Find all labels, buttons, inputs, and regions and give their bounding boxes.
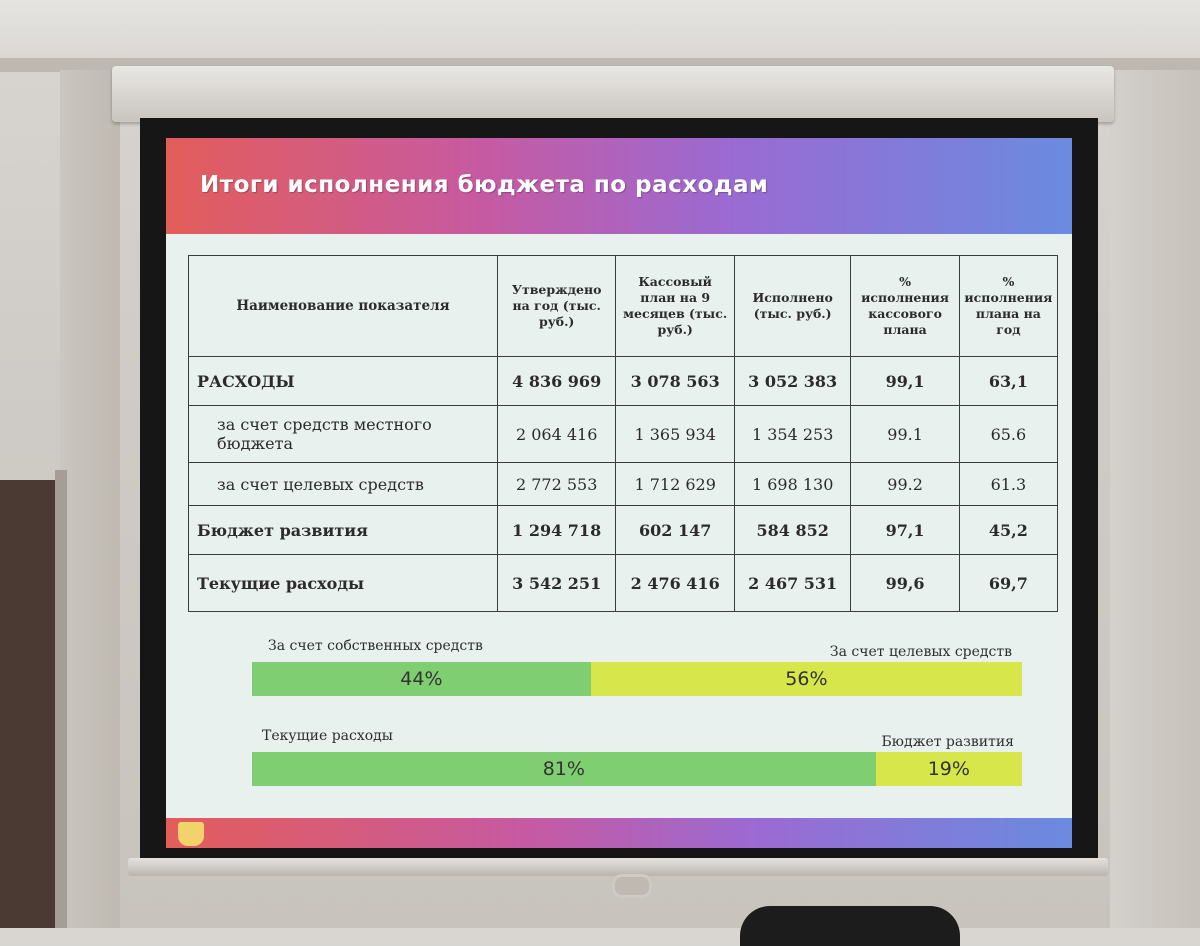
row-name: Текущие расходы [189,555,498,612]
cell-executed: 1 354 253 [734,406,850,463]
budget-table [188,255,1058,612]
right-wall [1110,70,1200,928]
cell-executed: 1 698 130 [734,463,850,506]
cell-pct-year: 65.6 [959,406,1057,463]
projector-screen-casing [112,66,1114,122]
cell-plan9: 1 712 629 [616,463,735,506]
cell-pct-year: 45,2 [959,506,1057,555]
bar1-left-label: За счет собственных средств [268,638,483,654]
slide-title: Итоги исполнения бюджета по расходам [200,172,769,198]
cell-pct-year: 69,7 [959,555,1057,612]
cell-approved: 1 294 718 [497,506,616,555]
cell-approved: 4 836 969 [497,357,616,406]
expense-type-bar [252,752,1022,786]
row-name: за счет средств местного бюджета [189,406,498,463]
header-plan9: Кассовый план на 9 месяцев (тыс. руб.) [616,256,735,357]
row-name: за счет целевых средств [189,463,498,506]
cell-pct-plan: 99.2 [851,463,959,506]
cell-approved: 2 064 416 [497,406,616,463]
cell-plan9: 1 365 934 [616,406,735,463]
funding-source-bar [252,662,1022,696]
door [0,480,55,928]
cell-plan9: 3 078 563 [616,357,735,406]
table-row [189,555,1058,612]
bar1-left-percent: 44% [400,668,443,690]
bar2-left-percent: 81% [542,758,585,780]
chair-back [740,906,960,946]
table-header-row [189,256,1058,357]
header-pct-year: % исполнения плана на год [959,256,1057,357]
cell-pct-year: 63,1 [959,357,1057,406]
cell-approved: 3 542 251 [497,555,616,612]
screen-bottom-bar [128,858,1108,876]
bar2-left-label: Текущие расходы [262,728,393,744]
row-name: РАСХОДЫ [189,357,498,406]
cell-pct-year: 61.3 [959,463,1057,506]
cell-pct-plan: 99,1 [851,357,959,406]
header-executed: Исполнено (тыс. руб.) [734,256,850,357]
table-row [189,506,1058,555]
bar1-right-segment [591,662,1022,696]
cell-pct-plan: 99.1 [851,406,959,463]
bar1-right-label: За счет целевых средств [829,644,1012,660]
slide-footer [166,818,1072,848]
header-pct-plan: % исполнения кассового плана [851,256,959,357]
wall-pillar [60,70,120,928]
cell-executed: 584 852 [734,506,850,555]
presentation-slide [166,138,1072,848]
cell-executed: 3 052 383 [734,357,850,406]
cell-pct-plan: 99,6 [851,555,959,612]
table-row [189,357,1058,406]
table-row [189,406,1058,463]
bar2-right-segment [876,752,1022,786]
door-frame [55,470,67,928]
bar2-left-segment [252,752,876,786]
table-row [189,463,1058,506]
cell-pct-plan: 97,1 [851,506,959,555]
cell-plan9: 602 147 [616,506,735,555]
row-name: Бюджет развития [189,506,498,555]
header-name: Наименование показателя [189,256,498,357]
cell-plan9: 2 476 416 [616,555,735,612]
bar2-right-percent: 19% [927,758,970,780]
pull-handle [612,874,652,898]
coat-of-arms-icon [178,822,204,846]
slide-header [166,138,1072,234]
cell-approved: 2 772 553 [497,463,616,506]
cell-executed: 2 467 531 [734,555,850,612]
bar1-left-segment [252,662,591,696]
bar1-right-percent: 56% [785,668,828,690]
bar2-right-label: Бюджет развития [881,734,1014,750]
header-approved: Утверждено на год (тыс. руб.) [497,256,616,357]
